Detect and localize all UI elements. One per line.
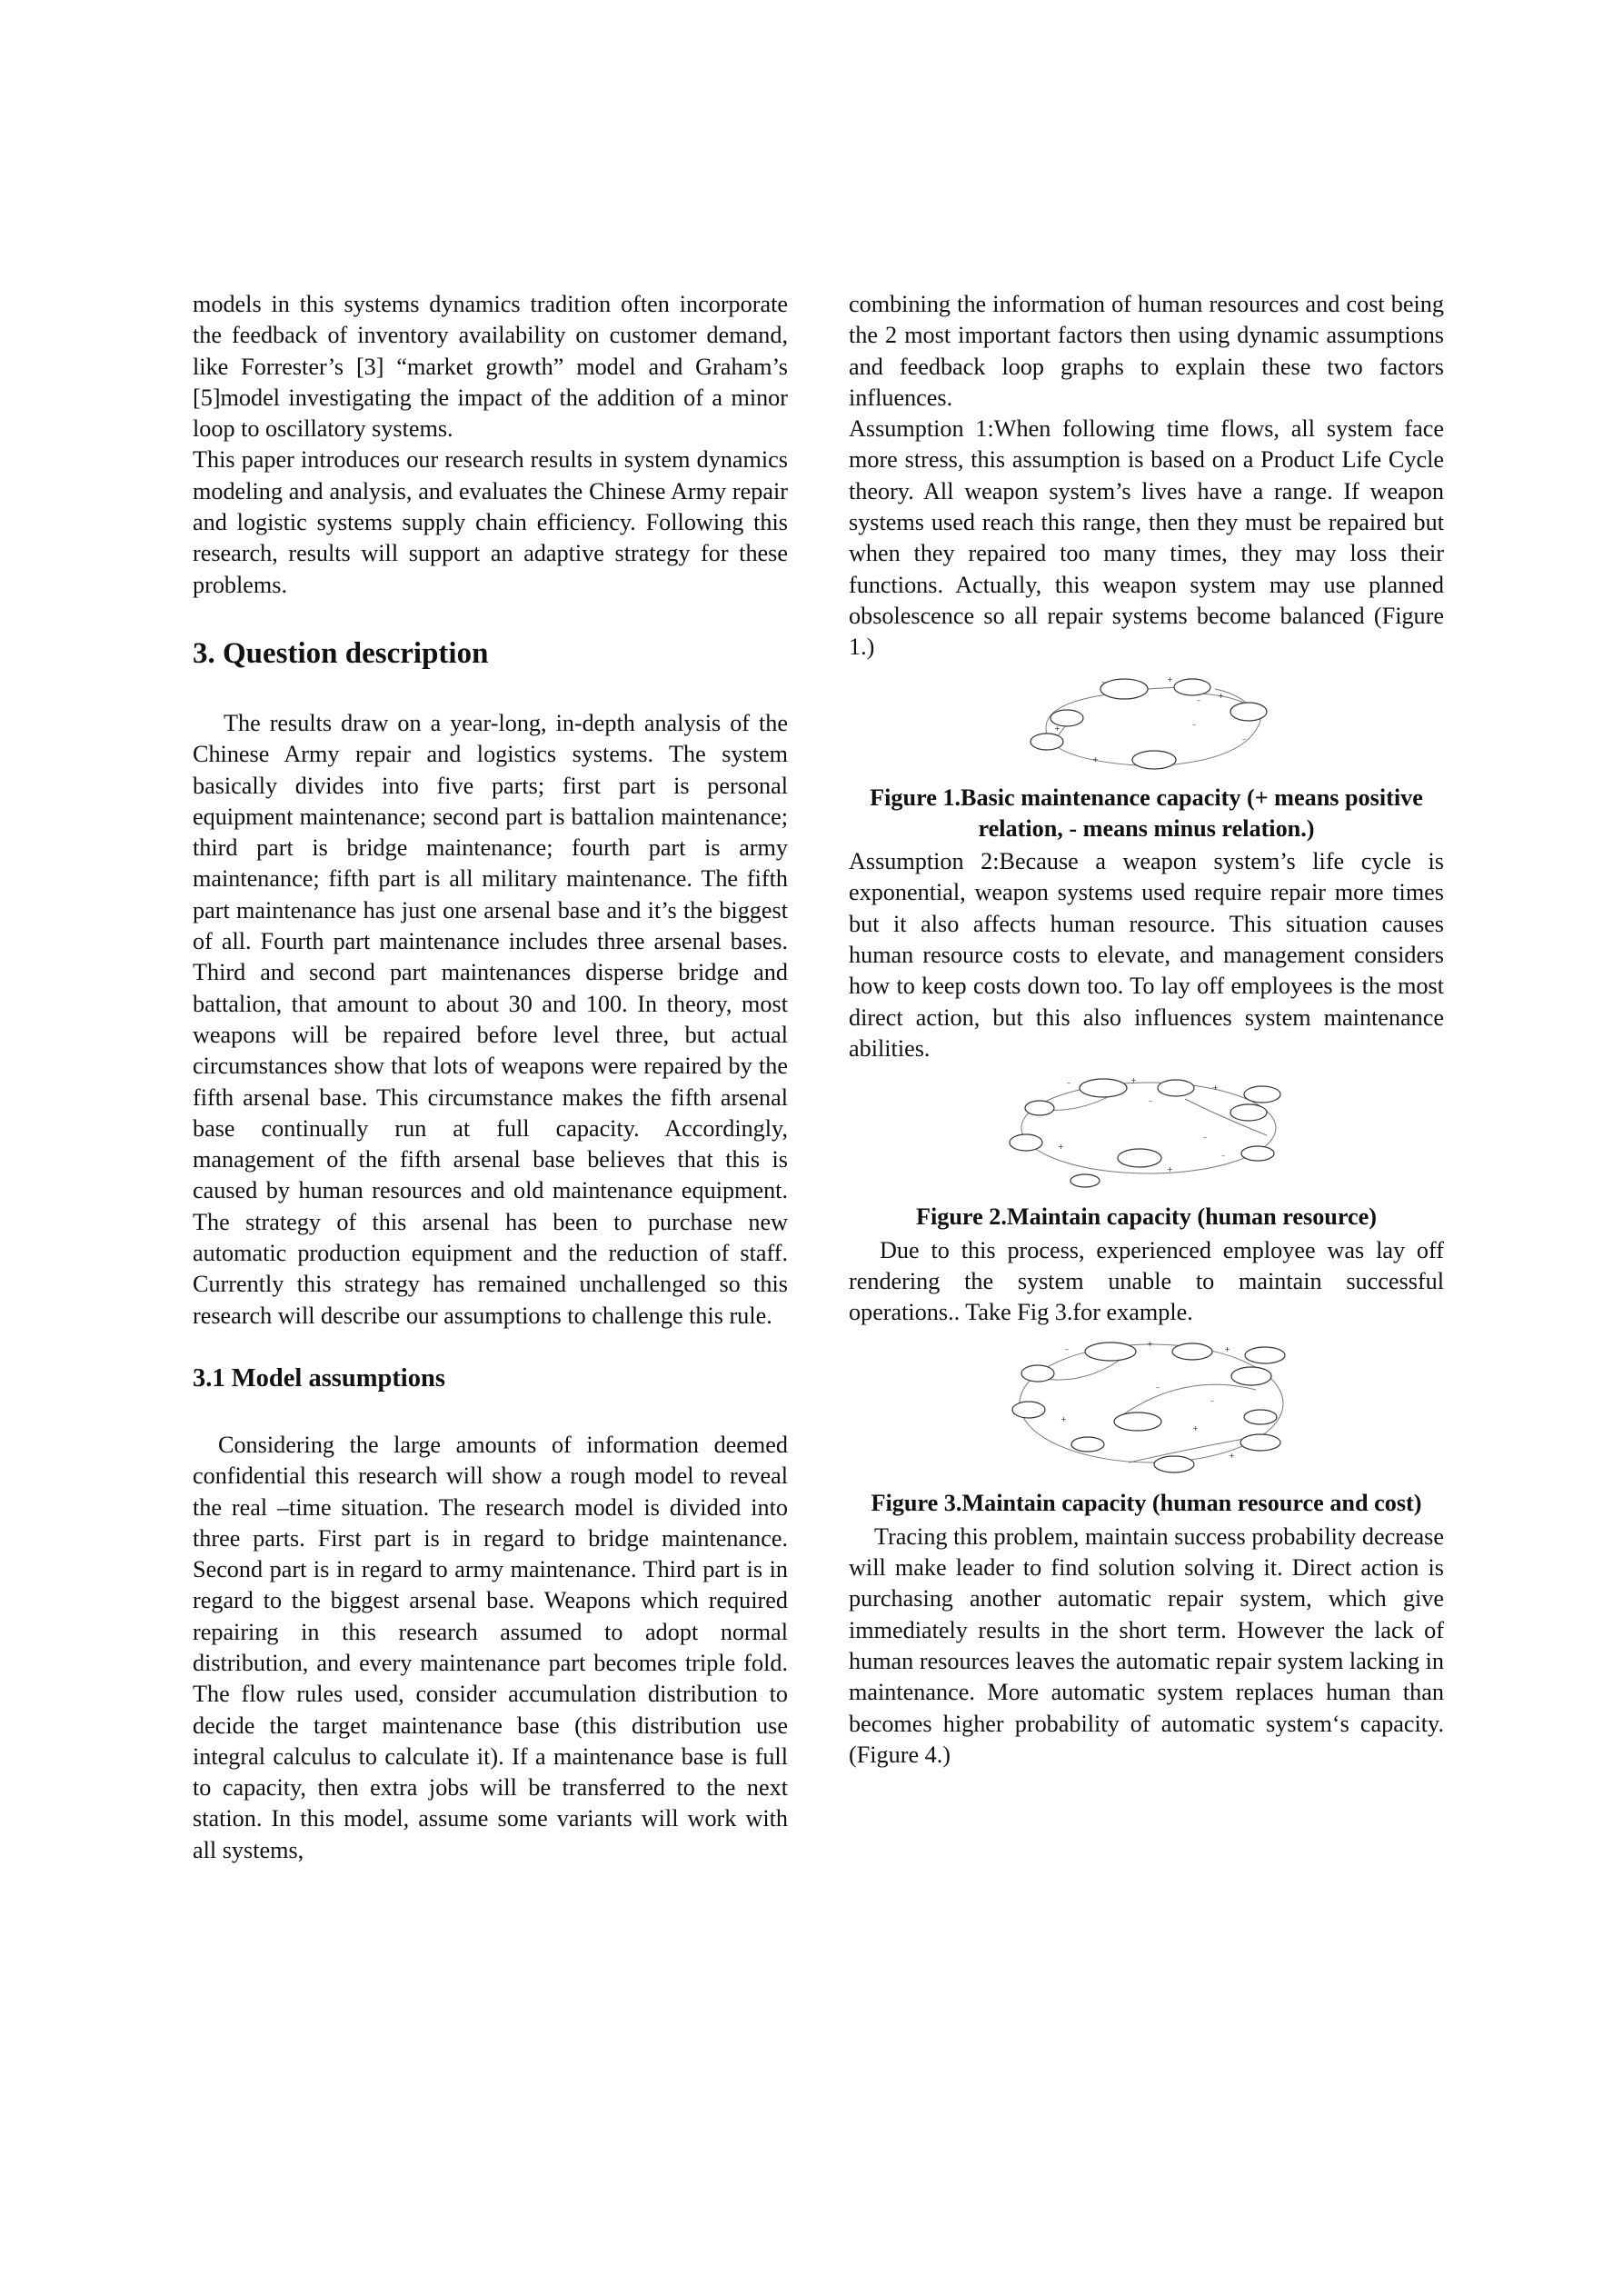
paragraph: Due to this process, experienced employee was lay off rendering the system unable to maintain successful operations.. Take Fig 3.for example. [849,1236,1444,1326]
svg-text:+: + [1060,1415,1067,1424]
svg-text:+: + [1053,724,1060,733]
paragraph: Considering the large amounts of information deemed confidential this research will show a rough model to reveal the real –time situation. The research model is divided into three parts. First part is in regard to bridge maintenance. Second part is in regard to army maintenance. Third part is in regard to the biggest arsenal base. Weapons which required repairing in this research assumed to adopt normal distribution, and every maintenance part becomes triple fold. The flow rules used, consider accumulation distribution to decide the target maintenance base (this distribution use integral calculus to calculate it). If a maintenance base is full to capacity, then extra jobs will be transferred to the next station. In this model, assume some variants will work with all systems, [193,1431,788,1863]
svg-text:+: + [1223,1345,1230,1354]
right-column [849,289,1444,1771]
svg-text:–: – [1100,677,1105,686]
svg-text:–: – [1155,1383,1160,1393]
svg-text:–: – [1221,1152,1225,1161]
paragraph: Assumption 1:When following time flows, all system face more stress, this assumption is based on a Product Life Cycle theory. All weapon system’s lives have a range. If weapon systems used reach this range, then they must be repaired but when they repaired too many times, they may loss their functions. Actually, this weapon system may use planned obsolescence so all repair systems become balanced (Figure 1.) [849,415,1444,661]
svg-text:+: + [1228,1452,1235,1461]
svg-text:–: – [1149,1097,1152,1106]
figure-2-caption: Figure 2.Maintain capacity (human resource) [916,1203,1377,1231]
figure-1-caption: Figure 1.Basic maintenance capacity (+ means positive relation, - means minus relation.) [870,784,1423,842]
section-heading: 3. Question description [193,636,489,670]
svg-text:–: – [1210,1397,1214,1406]
svg-text:+: + [1191,1424,1199,1433]
paragraph: The results draw on a year-long, in-depth analysis of the Chinese Army repair and logistics systems. The system basically divides into five parts; first part is personal equipment maintenance; second part is battalion maintenance; third part is bridge maintenance; fourth part is army maintenance; fifth part is all military maintenance. The fifth part maintenance has just one arsenal base and it’s the biggest of all. Fourth part maintenance includes three arsenal bases. Third and second part maintenances disperse bridge and battalion, that amount to about 30 and 100. In theory, most weapons will be repaired before level three, but actual circumstances show that lots of weapons were repaired by the fifth arsenal base. This circumstance makes the fifth arsenal base continually run at full capacity. Accordingly, management of the fifth arsenal base believes that this is caused by human resources and old maintenance equipment. The strategy of this arsenal has been to purchase new automatic production equipment and the reduction of staff. Currently this strategy has remained unchallenged so this research will describe our assumptions to challenge this rule. [193,709,788,1329]
paragraph: Tracing this problem, maintain success probability decrease will make leader to find solution solving it. Direct action is purchasing another automatic repair system, which give immediately results in the short term. However the lack of human resources leaves the automatic repair system lacking in maintenance. More automatic system replaces human than becomes higher probability of automatic system‘s capacity. (Figure 4.) [849,1522,1444,1768]
svg-text:+: + [1166,674,1173,684]
subsection-heading: 3.1 Model assumptions [193,1363,445,1393]
svg-text:–: – [1203,1133,1207,1143]
figure-3-causal-loop-diagram [1001,1335,1292,1481]
svg-text:–: – [1191,720,1196,729]
svg-text:+: + [1058,1143,1064,1152]
figure-2-causal-loop-diagram [1003,1072,1289,1194]
paragraph: models in this systems dynamics tradition often incorporate the feedback of inventory availability on customer demand, like Forrester’s [3] “market growth” model and Graham’s [5]model investigating the impact of the addition of a minor loop to oscillatory systems. [193,291,788,443]
svg-text:–: – [1196,695,1200,704]
figure-3-caption: Figure 3.Maintain capacity (human resource and cost) [871,1490,1422,1517]
figure-1-causal-loop-diagram [1011,671,1283,775]
left-column [193,289,788,1866]
svg-text:+: + [1146,1340,1153,1349]
svg-text:+: + [1130,1076,1137,1085]
paragraph: Assumption 2:Because a weapon system’s life cycle is exponential, weapon systems used require repair more times but it also affects human resource. This situation causes human resource costs to elevate, and management considers how to keep costs down too. To lay off employees is the most direct action, but this also influences system maintenance abilities. [849,848,1444,1062]
svg-text:+: + [1217,691,1224,700]
paragraph: combining the information of human resources and cost being the 2 most important factors then using dynamic assumptions and feedback loop graphs to explain these two factors influences. [849,291,1444,411]
svg-text:+: + [1167,1165,1173,1174]
svg-text:+: + [1091,754,1099,764]
svg-text:+: + [1212,1083,1219,1093]
svg-text:–: – [1067,1079,1070,1088]
svg-text:–: – [1064,1345,1069,1354]
paragraph: This paper introduces our research results in system dynamics modeling and analysis, and evaluates the Chinese Army repair and logistic systems supply chain efficiency. Following this research, results will support an adaptive strategy for these problems. [193,446,788,598]
svg-text:–: – [1241,734,1246,744]
